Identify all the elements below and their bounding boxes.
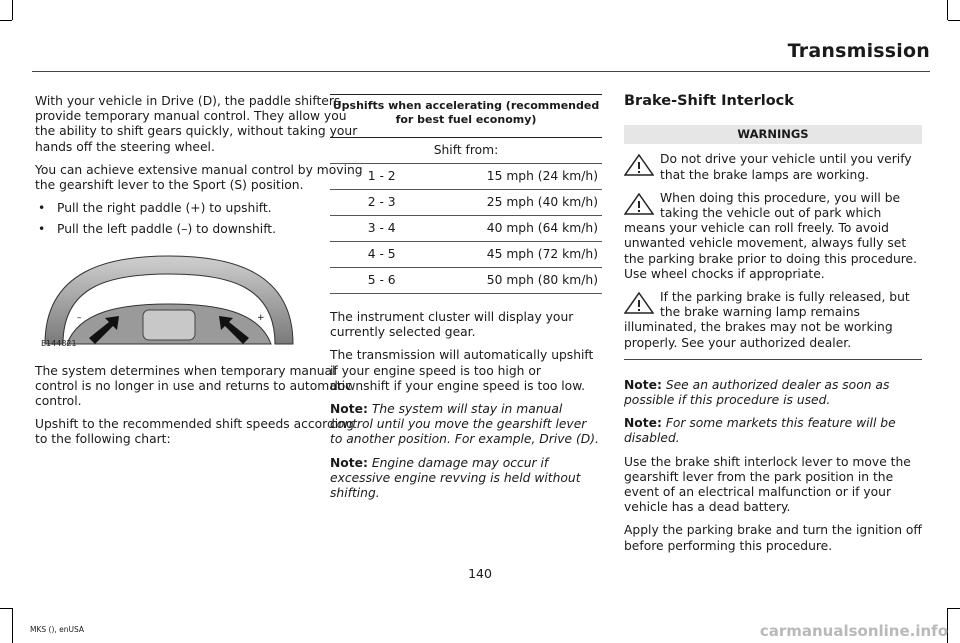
crop-mark — [948, 20, 960, 21]
paragraph: Apply the parking brake and turn the ignition off before performing this procedure. — [624, 523, 922, 553]
crop-mark — [0, 608, 12, 609]
bullet-item: • Pull the right paddle (+) to upshift. — [35, 201, 363, 216]
crop-mark — [947, 0, 948, 20]
note-label: Note: — [624, 416, 662, 431]
note-label: Note: — [330, 402, 368, 417]
crop-mark — [948, 608, 960, 609]
warning-text: Do not drive your vehicle until you verify that the brake lamps are working. — [660, 152, 912, 182]
note-label: Note: — [624, 377, 662, 392]
paragraph: The instrument cluster will display your currently selected gear. — [330, 310, 574, 340]
section-heading: Brake-Shift Interlock — [624, 93, 794, 109]
bullet-list — [35, 201, 363, 237]
steering-wheel-illustration — [39, 252, 299, 352]
warning-text: If the parking brake is fully released, but the brake warning lamp remains illuminated, the brakes may not be working properly. See your authorized dealer. — [624, 290, 910, 350]
table-row — [330, 242, 602, 268]
crop-mark — [0, 20, 12, 21]
warning-item — [624, 290, 922, 351]
paragraph: With your vehicle in Drive (D), the paddle shifters provide temporary manual control. They allow you the ability to shift gears quickly, without taking your hands off the steering wheel. — [35, 94, 358, 154]
warning-triangle-icon — [624, 154, 654, 176]
warning-triangle-icon — [624, 193, 654, 215]
paddle-minus-label: – — [77, 312, 82, 323]
paragraph: You can achieve extensive manual control by moving the gearshift lever to the Sport (S) position. — [35, 162, 363, 193]
table-row — [330, 268, 602, 294]
paragraph: The system determines when temporary manual control is no longer in use and returns to automatic control. — [35, 363, 352, 409]
table-row — [330, 190, 602, 216]
gear-cell: 5 - 6 — [330, 268, 433, 294]
note-text: Engine damage may occur if excessive engine revving is held without shifting. — [330, 455, 581, 501]
speed-cell: 50 mph (80 km/h) — [433, 268, 602, 294]
table-title: Upshifts when accelerating (recommended for best fuel economy) — [330, 95, 602, 138]
speed-cell: 15 mph (24 km/h) — [433, 164, 602, 190]
bullet-item: • Pull the left paddle (–) to downshift. — [35, 222, 363, 237]
note-label: Note: — [330, 455, 368, 470]
note — [330, 402, 602, 448]
warning-text: When doing this procedure, you will be taking the vehicle out of park which means your vehicle can roll freely. To avoid unwanted vehicle movement, always fully set the parking brake prior to doing this procedure. Use wheel chocks if appropriate. — [624, 190, 918, 281]
note — [330, 456, 602, 502]
note — [624, 378, 922, 408]
table-row — [330, 216, 602, 242]
speed-cell: 45 mph (72 km/h) — [433, 242, 602, 268]
gear-cell: 2 - 3 — [330, 190, 433, 216]
document-code: MKS (), enUSA — [30, 625, 85, 634]
image-code: E144821 — [41, 339, 77, 349]
paragraph: Upshift to the recommended shift speeds according to the following chart: — [35, 417, 354, 447]
warnings-header: WARNINGS — [624, 125, 922, 144]
paragraph: The transmission will automatically upshift if your engine speed is too high or downshift if your engine speed is too low. — [330, 348, 594, 393]
warnings-divider — [624, 359, 922, 360]
table-subheader: Shift from: — [330, 138, 602, 164]
gear-cell: 1 - 2 — [330, 164, 433, 190]
shift-speed-table — [330, 94, 602, 294]
speed-cell: 40 mph (64 km/h) — [433, 216, 602, 242]
crop-mark — [12, 608, 13, 643]
column-middle — [330, 94, 602, 509]
paragraph: Use the brake shift interlock lever to move the gearshift lever from the park position in the event of an electrical malfunction or if your vehicle has a dead battery. — [624, 454, 911, 515]
warning-triangle-icon — [624, 292, 654, 314]
column-left — [35, 94, 363, 456]
crop-mark — [12, 0, 13, 20]
gear-cell: 3 - 4 — [330, 216, 433, 242]
column-right — [624, 94, 922, 562]
note-text: See an authorized dealer as soon as possible if this procedure is used. — [624, 377, 890, 408]
table-row — [330, 164, 602, 190]
speed-cell: 25 mph (40 km/h) — [433, 190, 602, 216]
paddle-plus-label: + — [257, 312, 265, 323]
note-text: For some markets this feature will be disabled. — [624, 416, 896, 446]
gear-cell: 4 - 5 — [330, 242, 433, 268]
note — [624, 416, 922, 446]
watermark: carmanualsonline.info — [759, 622, 948, 640]
note-text: The system will stay in manual control until you move the gearshift lever to another position. For example, Drive (D). — [330, 402, 599, 447]
page-number: 140 — [468, 566, 492, 581]
page-title: Transmission — [787, 40, 930, 62]
warning-item — [624, 152, 922, 182]
warning-item — [624, 191, 922, 282]
steering-wheel-svg — [39, 252, 299, 352]
title-divider — [32, 71, 930, 72]
